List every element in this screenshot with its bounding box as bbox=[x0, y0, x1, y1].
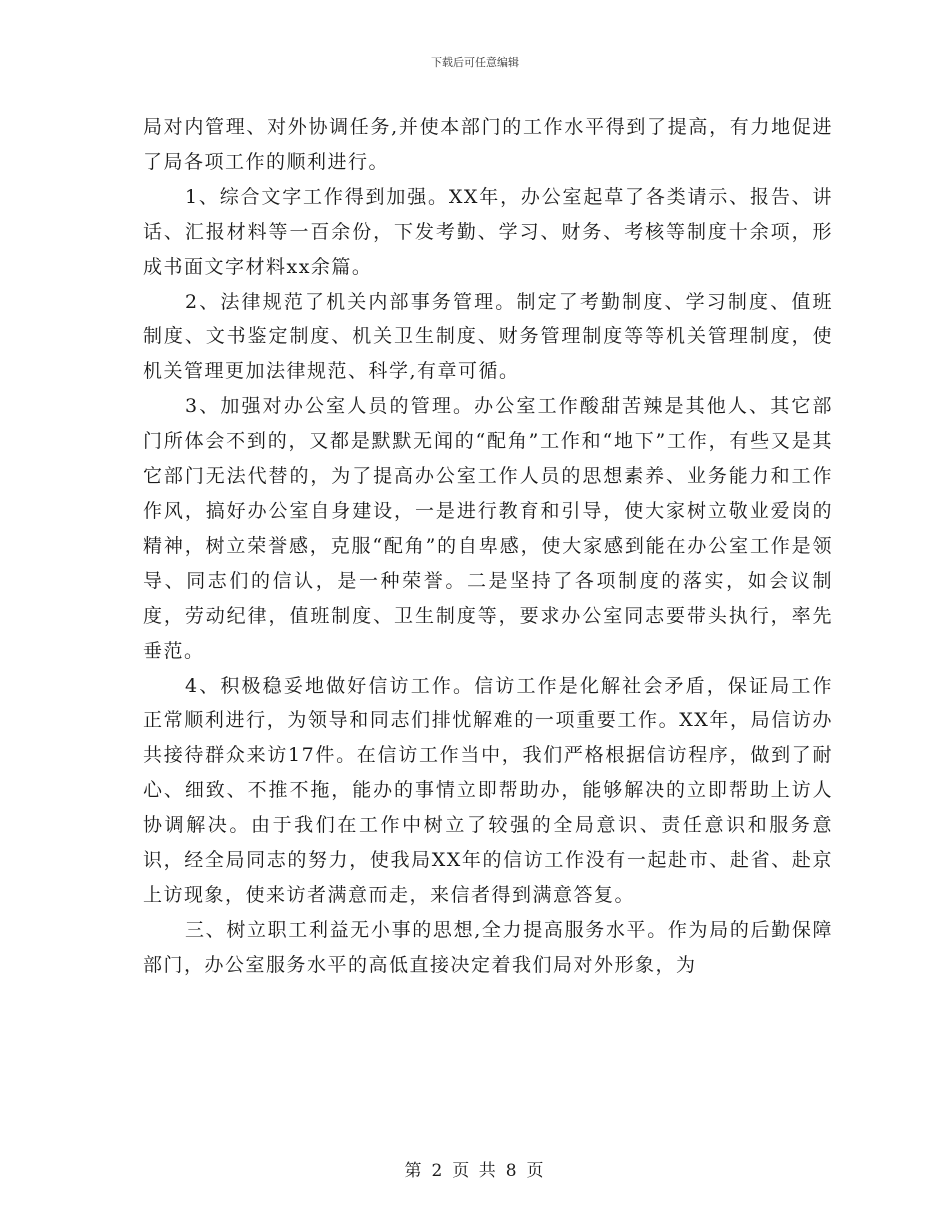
footer-mid: 页 共 bbox=[452, 1161, 498, 1181]
header-note: 下载后可任意编辑 bbox=[431, 56, 519, 69]
footer-prefix: 第 bbox=[404, 1161, 424, 1181]
paragraph-item-4: 4、积极稳妥地做好信访工作。信访工作是化解社会矛盾，保证局工作正常顺利进行，为领导和同志们排忧解难的一项重要工作。XX年，局信访办共接待群众来访17件。在信访工作当中，我们严格根据信访程序，做到了耐心、细致、不推不拖，能办的事情立即帮助办，能够解决的立即帮助上访人协调解决。由于我们在工作中树立了较强的全局意识、责任意识和服务意识，经全局同志的努力，使我局XX年的信访工作没有一起赴市、赴省、赴京上访现象，使来访者满意而走，来信者得到满意答复。 bbox=[143, 674, 833, 906]
footer-suffix: 页 bbox=[526, 1161, 546, 1181]
footer-current-page: 2 bbox=[431, 1161, 445, 1181]
paragraph-item-1: 1、综合文字工作得到加强。XX年，办公室起草了各类请示、报告、讲话、汇报材料等一百余份，下发考勤、学习、财务、考核等制度十余项，形成书面文字材料xx余篇。 bbox=[143, 185, 833, 278]
paragraph-section-3: 三、树立职工利益无小事的思想,全力提高服务水平。作为局的后勤保障部门，办公室服务水平的高低直接决定着我们局对外形象，为 bbox=[143, 918, 833, 976]
paragraph-intro: 局对内管理、对外协调任务,并使本部门的工作水平得到了提高，有力地促进了局各项工作的顺利进行。 bbox=[143, 116, 833, 173]
document-body bbox=[143, 110, 833, 983]
page-number-footer bbox=[0, 1156, 950, 1181]
paragraph-item-2: 2、法律规范了机关内部事务管理。制定了考勤制度、学习制度、值班制度、文书鉴定制度、机关卫生制度、财务管理制度等等机关管理制度，使机关管理更加法律规范、科学,有章可循。 bbox=[143, 290, 833, 383]
paragraph-item-3: 3、加强对办公室人员的管理。办公室工作酸甜苦辣是其他人、其它部门所体会不到的，又都是默默无闻的“配角”工作和“地下”工作，有些又是其它部门无法代替的，为了提高办公室工作人员的思想素养、业务能力和工作作风，搞好办公室自身建设，一是进行教育和引导，使大家树立敬业爱岗的精神，树立荣誉感，克服“配角”的自卑感，使大家感到能在办公室工作是领导、同志们的信认，是一种荣誉。二是坚持了各项制度的落实，如会议制度，劳动纪律，值班制度、卫生制度等，要求办公室同志要带头执行，率先垂范。 bbox=[143, 395, 833, 662]
footer-total-pages: 8 bbox=[505, 1161, 519, 1181]
